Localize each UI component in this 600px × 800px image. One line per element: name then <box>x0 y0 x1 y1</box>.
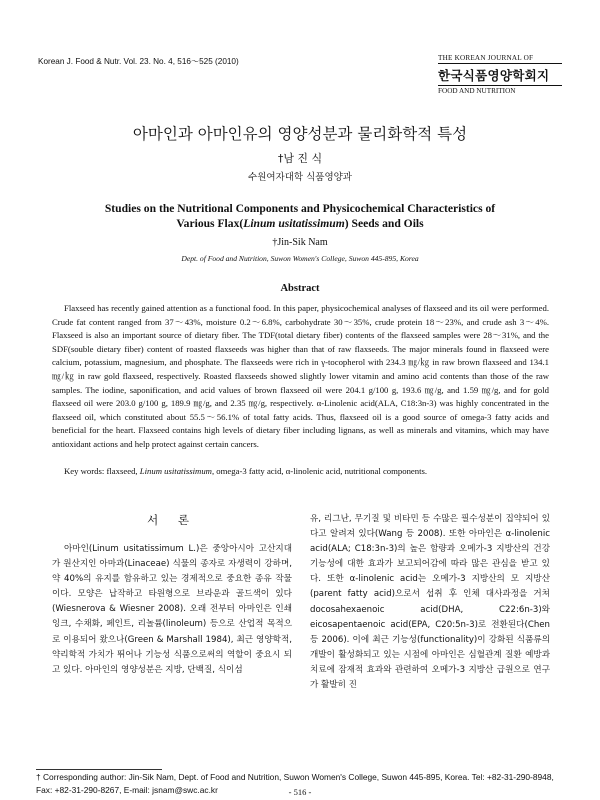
title-line2-pre: Various Flax( <box>176 217 244 230</box>
footnote-rule <box>36 769 162 770</box>
intro-heading: 서 론 <box>147 513 197 527</box>
author-english: †Jin-Sik Nam <box>272 237 328 248</box>
intro-left-paragraph: 아마인(Linum usitatissimum L.)은 중앙아시아 고산지대가 원산지인 아마과(Linaceae) 식물의 종자로 자생력이 강하며, 약 40%의 유지를 함유하고 있는 경제적으로 중요한 종유 작물이다. 모양은 납작하고 타원형으로 브라운과 골드색이 있다(Wiesnerova & Wiesner 2008). 오래 전부터 아마인은 인쇄 잉크, 수채화, 페인트, 리놀륨(linoleum) 등으로 산업적 목적으로 이용되어 왔으나(Green & Marshall 1984), 최근 영양학적, 약리학적 가치가 뛰어나 기능성 식품으로써의 역할이 중요시 되고 있다. 아마인의 영양성분은 지방, 단백질, 식이섬 <box>52 544 292 675</box>
title-english-line2 <box>60 216 540 231</box>
journal-name-en-top: THE KOREAN JOURNAL OF <box>438 54 562 64</box>
abstract-heading: Abstract <box>280 283 320 294</box>
keywords-prefix: Key words: flaxseed, <box>64 466 140 476</box>
intro-left-column <box>52 542 292 678</box>
keywords <box>52 466 549 476</box>
intro-right-paragraph: 유, 리그난, 무기질 및 비타민 등 수많은 필수성분이 집약되어 있다고 알려져 있다(Wang 등 2008). 또한 아마인은 α-linolenic acid(ALA; C18:3n-3)의 높은 함량과 오메가-3 지방산의 건강기능성에 대한 효과가 보고되어감에 따라 많은 관심을 받고 있다. 또한 α-linolenic acid는 오메가-3 지방산의 모 지방산(parent fatty acid)으로서 섭취 후 인체 대사과정을 거쳐 docosahexaenoic acid(DHA, C22:6n-3)와 eicosapentaenoic acid(EPA, C20:5n-3)로 전환된다(Chen 등 2006). 이에 최근 기능성(functionality)이 강화된 식품류의 개발이 활성화되고 있는 시점에 아마인은 심혈관계 질환 예방과 치료에 잠재적 효과와 관련하여 오메가-3 지방산 급원으로 연구가 활발히 진 <box>310 514 550 691</box>
title-english <box>60 201 540 231</box>
corresponding-author-footnote: † Corresponding author: Jin-Sik Nam, Dept. of Food and Nutrition, Suwon Women's College, Suwon 445-895, Korea. Tel: +82-31-290-8948, Fax: +82-31-290-8267, E-mail: jsnam@swc.ac.kr <box>36 772 554 795</box>
intro-right-column <box>310 512 550 693</box>
keywords-suffix: , omega-3 fatty acid, α-linolenic acid, nutritional components. <box>211 466 428 476</box>
keywords-species: Linum usitatissimum <box>139 466 212 476</box>
title-english-line1: Studies on the Nutritional Components and Physicochemical Characteristics of <box>104 202 496 215</box>
author-korean: †남 진 식 <box>277 152 323 165</box>
journal-logo <box>438 54 562 95</box>
title-line2-post: ) Seeds and Oils <box>344 217 424 230</box>
journal-citation: Korean J. Food & Nutr. Vol. 23. No. 4, 516～525 (2010) <box>38 57 239 66</box>
title-line2-species: Linum usitatissimum <box>243 217 345 230</box>
page-number: - 516 - <box>288 787 312 797</box>
title-korean: 아마인과 아마인유의 영양성분과 물리화학적 특성 <box>132 125 468 143</box>
affiliation-korean: 수원여자대학 식품영양과 <box>248 172 352 183</box>
journal-name-en-bottom: FOOD AND NUTRITION <box>438 85 562 95</box>
affiliation-english: Dept. of Food and Nutrition, Suwon Women's College, Suwon 445-895, Korea <box>181 254 419 263</box>
journal-name-kr: 한국식품영양학회지 <box>438 68 550 83</box>
abstract-body: Flaxseed has recently gained attention as a functional food. In this paper, physicochemical analyses of flaxseed and its oil were performed. Crude fat content ranged from 37～43%, moisture 0.2～6.8%, carbohydrate 30～35%, crude protein 18～23%, and crude ash 3～4%. Flaxseed is also an important source of dietary fiber. The TDF(total dietary fiber) contents of the flaxseed samples were 28～31%, and the SDF(souble dietary fiber) content of roasted flaxseeds was higher than that of raw flaxseeds. The major minerals found in flaxseed were calcium, potassium, magnesium, and phosphate. The flaxseeds were rich in γ-tocopherol with 234.3 ㎎/㎏ in raw brown flaxseed and 134.1 ㎎/㎏ in raw gold flaxseed, respectively. Roasted flaxseeds showed slightly lower vitamin and amino acid contents than those of the raw samples. The iodine, saponification, and acid values of brown flaxseed oil were 204.1 g/100 g, 193.6 ㎎/g, and 1.59 ㎎/g, and for gold flaxseed oil were 203.0 g/100 g, 189.9 ㎎/g, and 2.35 ㎎/g, respectively. α-Linolenic acid(ALA, C18:3n-3) was highly concentrated in the flaxseed oil, which constituted about 55.5～56.1% of total fatty acids. Thus, flaxseed oil is a good source of omega-3 fatty acids and beneficial for the heart. Flaxseed contains high levels of dietary fiber including lignans, as well as minerals and vitamins, which may have antioxidant actions and help protect against certain cancers. <box>52 303 549 449</box>
